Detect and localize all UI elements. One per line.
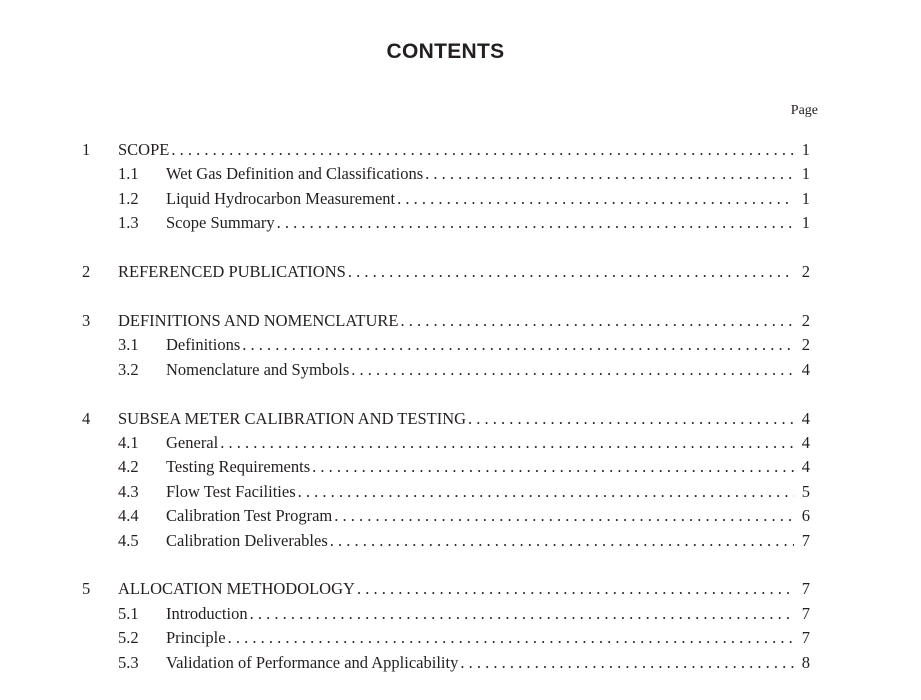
section-title: REFERENCED PUBLICATIONS bbox=[118, 262, 346, 282]
section-number: 1 bbox=[82, 140, 91, 159]
page-number: 5 bbox=[801, 481, 810, 501]
toc-entry[interactable] bbox=[82, 407, 810, 431]
subsection-number: 4.1 bbox=[118, 433, 139, 453]
subsection-number: 1.2 bbox=[118, 188, 139, 208]
section-title: ALLOCATION METHODOLOGY bbox=[118, 579, 355, 599]
dot-leader bbox=[460, 651, 794, 675]
page-number: 7 bbox=[801, 603, 810, 623]
toc-subentry[interactable] bbox=[82, 431, 810, 455]
toc-section bbox=[82, 138, 810, 236]
subsection-number: 5.2 bbox=[118, 628, 139, 648]
page-number: 1 bbox=[801, 164, 810, 184]
dot-leader bbox=[357, 577, 794, 601]
dot-leader bbox=[351, 358, 794, 382]
page-number: 2 bbox=[801, 262, 810, 282]
dot-leader bbox=[401, 309, 795, 333]
subsection-number: 3.2 bbox=[118, 359, 139, 379]
subsection-number: 1.1 bbox=[118, 164, 139, 184]
toc-subentry[interactable] bbox=[82, 480, 810, 504]
toc-subentry[interactable] bbox=[82, 504, 810, 528]
section-number: 5 bbox=[82, 579, 91, 599]
page-number: 4 bbox=[801, 457, 810, 477]
toc-subentry[interactable] bbox=[82, 529, 810, 553]
table-of-contents bbox=[82, 138, 810, 700]
toc-subentry[interactable] bbox=[82, 651, 810, 675]
dot-leader bbox=[228, 626, 794, 650]
dot-leader bbox=[468, 407, 794, 431]
section-title: SUBSEA METER CALIBRATION AND TESTING bbox=[118, 408, 467, 428]
toc-section bbox=[82, 260, 810, 284]
subsection-title: Introduction bbox=[166, 603, 248, 623]
toc-subentry[interactable] bbox=[82, 358, 810, 382]
toc-entry[interactable] bbox=[82, 577, 810, 601]
page-number: 1 bbox=[801, 140, 810, 159]
page-number: 7 bbox=[801, 530, 810, 550]
dot-leader bbox=[277, 211, 794, 235]
subsection-title: Nomenclature and Symbols bbox=[166, 359, 350, 379]
page-number: 4 bbox=[801, 433, 810, 453]
section-number: 2 bbox=[82, 262, 91, 282]
toc-subentry[interactable] bbox=[82, 626, 810, 650]
page-number: 4 bbox=[801, 408, 810, 428]
section-title: DEFINITIONS AND NOMENCLATURE bbox=[118, 310, 399, 330]
dot-leader bbox=[312, 455, 794, 479]
dot-leader bbox=[330, 529, 794, 553]
toc-subentry[interactable] bbox=[82, 455, 810, 479]
contents-title: CONTENTS bbox=[386, 40, 505, 63]
page-column-header: Page bbox=[790, 103, 818, 118]
page-number: 6 bbox=[801, 506, 810, 526]
subsection-title: Testing Requirements bbox=[166, 457, 311, 477]
subsection-number: 4.2 bbox=[118, 457, 139, 477]
toc-section bbox=[82, 577, 810, 675]
page-number: 8 bbox=[801, 652, 810, 672]
subsection-number: 5.3 bbox=[118, 652, 139, 672]
page-number: 1 bbox=[801, 188, 810, 208]
subsection-title: Liquid Hydrocarbon Measurement bbox=[166, 188, 396, 208]
subsection-title: Validation of Performance and Applicability bbox=[166, 652, 459, 672]
subsection-title: Definitions bbox=[166, 335, 241, 355]
dot-leader bbox=[425, 162, 794, 186]
section-number: 3 bbox=[82, 310, 91, 330]
toc-entry[interactable] bbox=[82, 138, 810, 162]
subsection-title: Flow Test Facilities bbox=[166, 481, 296, 501]
dot-leader bbox=[348, 260, 794, 284]
page-number: 1 bbox=[801, 213, 810, 233]
toc-entry[interactable] bbox=[82, 309, 810, 333]
section-number: 4 bbox=[82, 408, 91, 428]
page-number: 7 bbox=[801, 579, 810, 599]
dot-leader bbox=[250, 602, 794, 626]
subsection-number: 1.3 bbox=[118, 213, 139, 233]
dot-leader bbox=[334, 504, 794, 528]
toc-section bbox=[82, 309, 810, 382]
toc-subentry[interactable] bbox=[82, 211, 810, 235]
toc-subentry[interactable] bbox=[82, 187, 810, 211]
toc-subentry[interactable] bbox=[82, 162, 810, 186]
subsection-title: Principle bbox=[166, 628, 226, 648]
page-number: 2 bbox=[801, 335, 810, 355]
dot-leader bbox=[220, 431, 794, 455]
subsection-title: Calibration Test Program bbox=[166, 506, 333, 526]
toc-section bbox=[82, 407, 810, 553]
dot-leader bbox=[242, 333, 794, 357]
page-number: 4 bbox=[801, 359, 810, 379]
subsection-number: 3.1 bbox=[118, 335, 139, 355]
section-title: SCOPE bbox=[118, 140, 170, 159]
subsection-number: 4.5 bbox=[118, 530, 139, 550]
page-number: 2 bbox=[801, 310, 810, 330]
dot-leader bbox=[171, 138, 794, 162]
subsection-number: 4.3 bbox=[118, 481, 139, 501]
subsection-title: General bbox=[166, 433, 219, 453]
dot-leader bbox=[397, 187, 794, 211]
toc-subentry[interactable] bbox=[82, 602, 810, 626]
subsection-title: Calibration Deliverables bbox=[166, 530, 328, 550]
subsection-number: 5.1 bbox=[118, 603, 139, 623]
toc-entry[interactable] bbox=[82, 260, 810, 284]
toc-subentry[interactable] bbox=[82, 333, 810, 357]
subsection-title: Wet Gas Definition and Classifications bbox=[166, 164, 424, 184]
page-number: 7 bbox=[801, 628, 810, 648]
subsection-title: Scope Summary bbox=[166, 213, 275, 233]
subsection-number: 4.4 bbox=[118, 506, 139, 526]
dot-leader bbox=[298, 480, 794, 504]
